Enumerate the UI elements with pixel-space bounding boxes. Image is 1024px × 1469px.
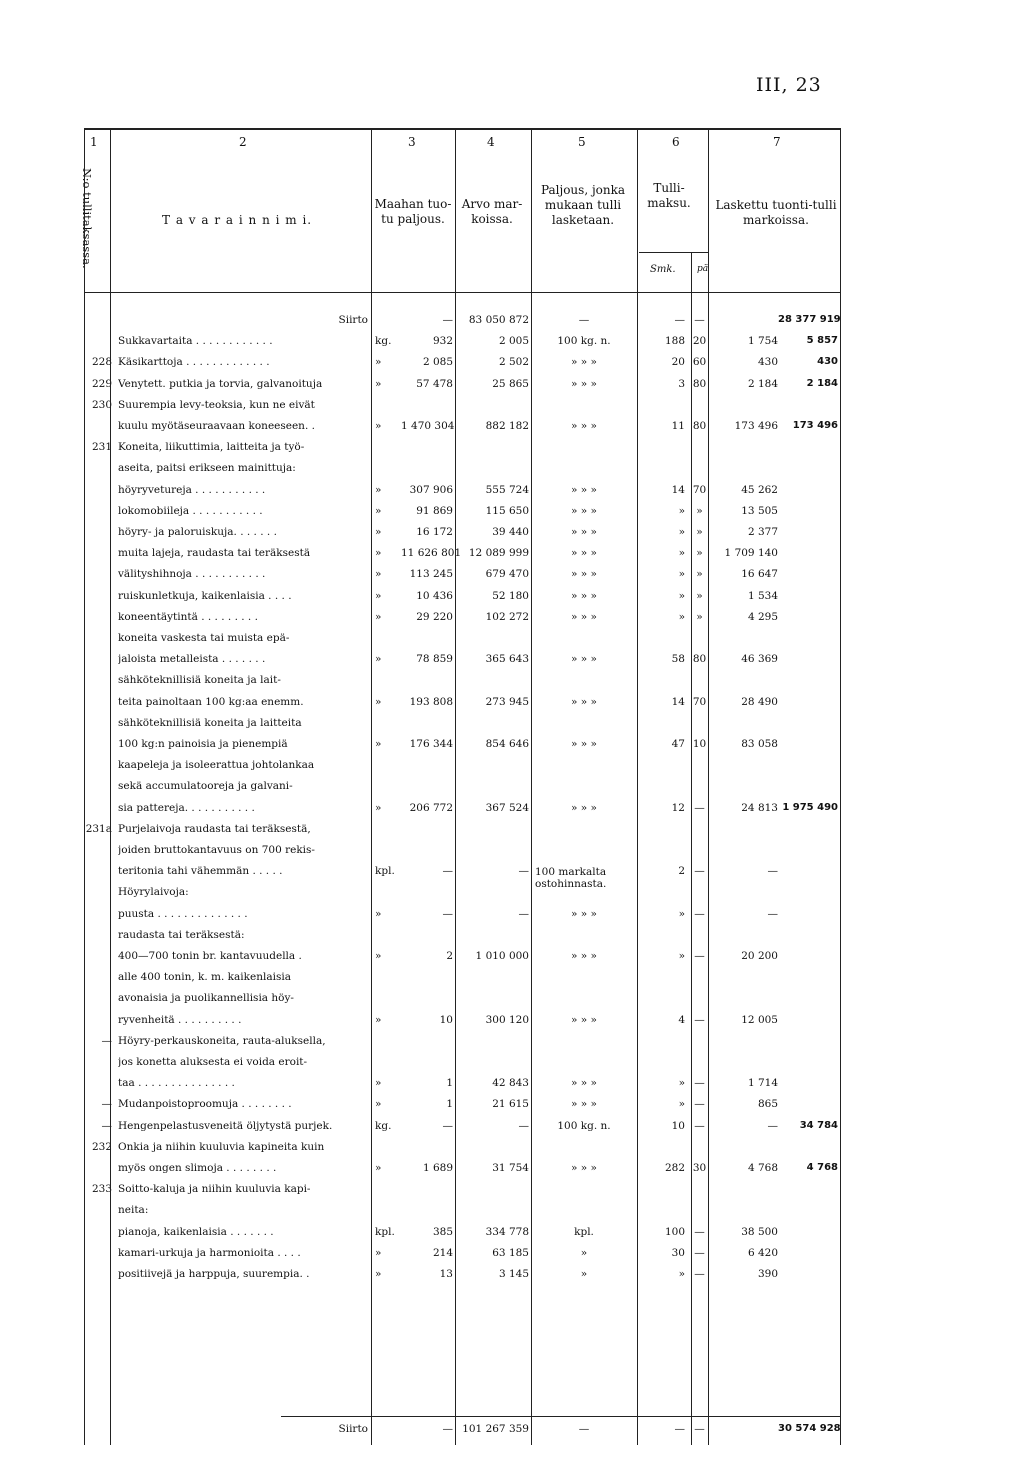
table-right-rule bbox=[840, 128, 841, 1445]
row-duty-basis: » » » bbox=[571, 1013, 597, 1026]
row-duty-basis: 100 kg. n. bbox=[557, 1119, 611, 1132]
row-goods-name: sia pattereja. . . . . . . . . . . bbox=[118, 802, 255, 814]
row-value: 12 089 999 bbox=[468, 547, 529, 560]
row-value: 300 120 bbox=[485, 1013, 529, 1026]
row-goods-name: sähköteknillisiä koneita ja lait- bbox=[118, 675, 281, 686]
row-duty-basis: » » » bbox=[571, 356, 597, 369]
row-goods-name: koneita vaskesta tai muista epä- bbox=[118, 633, 290, 644]
row-duty-basis: » bbox=[580, 1246, 588, 1259]
row-goods-name: muita lajeja, raudasta tai teräksestä bbox=[118, 548, 311, 559]
col-number-1: 1 bbox=[90, 135, 98, 149]
row-duty-pennies: — bbox=[694, 1098, 705, 1111]
row-quantity: 1 470 304 bbox=[401, 420, 455, 432]
row-duty-marks: 30 bbox=[671, 1246, 685, 1259]
header-goods-name: T a v a r a i n n i m i. bbox=[162, 213, 313, 227]
row-value: 115 650 bbox=[485, 504, 529, 517]
row-unit: kpl. bbox=[375, 865, 395, 878]
row-quantity: — bbox=[442, 865, 453, 878]
row-calculated-duty: — bbox=[767, 907, 778, 920]
row-calculated-duty: 6 420 bbox=[747, 1246, 778, 1259]
row-calculated-duty: 24 813 bbox=[741, 801, 778, 814]
row-tariff-number: — bbox=[101, 1098, 112, 1111]
row-goods-name: kuulu myötäseuraavaan koneeseen. . bbox=[118, 421, 315, 432]
row-goods-name: Venytett. putkia ja torvia, galvanoituja bbox=[118, 378, 323, 390]
row-value: 83 050 872 bbox=[468, 314, 529, 326]
row-duty-pennies: » bbox=[696, 526, 703, 538]
row-calculated-duty: 38 500 bbox=[741, 1225, 778, 1238]
row-duty-basis: 100 kg. n. bbox=[557, 335, 611, 348]
row-duty-pennies: » bbox=[696, 547, 703, 560]
row-subtotal: 430 bbox=[817, 356, 838, 368]
row-value: 39 440 bbox=[492, 526, 529, 538]
row-quantity: 1 bbox=[446, 1098, 453, 1111]
row-unit: » bbox=[375, 547, 382, 560]
row-unit: » bbox=[375, 1077, 382, 1090]
row-duty-marks: » bbox=[678, 1098, 685, 1111]
row-duty-marks: 2 bbox=[678, 865, 685, 878]
row-duty-marks: » bbox=[678, 907, 685, 920]
row-duty-pennies: — bbox=[694, 1077, 705, 1090]
row-tariff-number: 233 bbox=[91, 1183, 112, 1196]
row-duty-marks: » bbox=[678, 950, 685, 962]
row-value: 2 005 bbox=[498, 335, 529, 348]
row-duty-basis: » » » bbox=[571, 738, 597, 750]
row-goods-name: ruiskunletkuja, kaikenlaisia . . . . bbox=[118, 590, 292, 602]
col-number-6: 6 bbox=[672, 135, 680, 149]
row-quantity: — bbox=[442, 1119, 453, 1132]
row-goods-name: välityshihnoja . . . . . . . . . . . bbox=[118, 569, 266, 580]
row-value: 21 615 bbox=[492, 1098, 529, 1111]
row-duty-pennies: — bbox=[694, 1246, 705, 1259]
row-duty-basis: » » » bbox=[571, 568, 597, 581]
row-goods-name: taa . . . . . . . . . . . . . . . bbox=[118, 1078, 235, 1089]
row-goods-name: höyryveturеja . . . . . . . . . . . bbox=[118, 484, 266, 496]
row-duty-pennies: — bbox=[694, 1013, 705, 1026]
row-duty-basis: — bbox=[578, 1423, 590, 1435]
row-goods-name: Koneita, liikuttimia, laitteita ja työ- bbox=[118, 442, 305, 453]
row-goods-name: koneentäytintä . . . . . . . . . bbox=[118, 611, 258, 623]
row-goods-name: puusta . . . . . . . . . . . . . . bbox=[118, 908, 248, 920]
header-tariff-number: N:o tullitaksassa. bbox=[80, 168, 94, 269]
row-duty-pennies: 70 bbox=[692, 483, 707, 496]
row-duty-marks: » bbox=[678, 547, 685, 560]
row-calculated-duty: 2 184 bbox=[747, 377, 778, 390]
row-unit: » bbox=[375, 610, 382, 623]
final-total-rule bbox=[281, 1416, 840, 1417]
row-value: 882 182 bbox=[485, 420, 529, 432]
header-imported-quantity: Maahan tuo-tu paljous. bbox=[374, 197, 452, 226]
row-duty-pennies: — bbox=[694, 907, 705, 920]
row-goods-name: sähköteknillisiä koneita ja laitteita bbox=[118, 717, 302, 729]
row-duty-basis: » » » bbox=[571, 1098, 597, 1111]
row-duty-pennies: » bbox=[696, 610, 703, 623]
row-goods-name: Hengenpelastusveneitä öljytystä purjek. bbox=[118, 1120, 333, 1132]
row-quantity: 1 bbox=[446, 1077, 453, 1090]
row-goods-name: teita painoltaan 100 kg:aa enemm. bbox=[118, 696, 304, 708]
row-goods-name: Sukkavartaita . . . . . . . . . . . . bbox=[118, 336, 273, 347]
row-unit: » bbox=[375, 695, 382, 708]
row-value: 854 646 bbox=[485, 738, 529, 750]
row-quantity: 57 478 bbox=[416, 377, 453, 390]
header-value-marks: Arvo mar-koissa. bbox=[461, 197, 523, 226]
row-duty-pennies: » bbox=[696, 568, 703, 581]
row-unit: » bbox=[375, 483, 382, 496]
row-duty-basis: » » » bbox=[571, 695, 597, 708]
row-goods-name: teritonia tahi vähemmän . . . . . bbox=[118, 866, 283, 877]
row-goods-name: höyry- ja paloruiskuja. . . . . . . bbox=[118, 527, 277, 538]
row-goods-name: Höyrylaivoja: bbox=[118, 887, 189, 898]
row-goods-name: neita: bbox=[118, 1205, 149, 1216]
row-goods-name: pianoja, kaikenlaisia . . . . . . . bbox=[118, 1226, 274, 1238]
row-duty-marks: 20 bbox=[671, 356, 685, 369]
header-duty-pennies: pä bbox=[697, 264, 709, 274]
row-subtotal: 173 496 bbox=[792, 420, 838, 431]
row-duty-basis: » » » bbox=[571, 377, 597, 390]
header-duty-rate: Tulli-maksu. bbox=[647, 181, 691, 210]
row-goods-name: Onkia ja niihin kuuluvia kapineita kuin bbox=[118, 1141, 325, 1153]
row-tariff-number: — bbox=[101, 1119, 112, 1132]
row-goods-name: positiivejä ja harppuja, suurempia. . bbox=[118, 1269, 310, 1280]
row-tariff-number: 229 bbox=[91, 377, 112, 390]
row-quantity: 385 bbox=[432, 1225, 453, 1238]
row-goods-name: Suurempia levy-teoksia, kun ne eivät bbox=[118, 399, 315, 411]
row-duty-pennies: 70 bbox=[692, 695, 707, 708]
row-duty-basis: » » » bbox=[571, 950, 597, 962]
row-value: 102 272 bbox=[485, 610, 529, 623]
row-calculated-duty: 16 647 bbox=[741, 568, 778, 581]
row-duty-marks: 14 bbox=[671, 483, 685, 496]
col-divider-2 bbox=[371, 128, 372, 1445]
row-duty-pennies: — bbox=[694, 865, 705, 878]
row-calculated-duty: 46 369 bbox=[741, 653, 778, 666]
row-duty-pennies: — bbox=[694, 1423, 705, 1435]
row-duty-pennies: 60 bbox=[692, 356, 707, 369]
row-calculated-duty: 865 bbox=[757, 1098, 778, 1111]
row-value: 273 945 bbox=[485, 695, 529, 708]
row-unit: » bbox=[375, 801, 382, 814]
row-value: 334 778 bbox=[485, 1225, 529, 1238]
row-duty-basis: » » » bbox=[571, 907, 597, 920]
row-unit: » bbox=[375, 1246, 382, 1259]
header-duty-basis: Paljous, jonka mukaan tulli lasketaan. bbox=[540, 183, 626, 227]
row-value: 365 643 bbox=[485, 653, 529, 666]
row-duty-marks: — bbox=[674, 1423, 685, 1435]
row-tariff-number: 228 bbox=[91, 356, 112, 369]
row-duty-pennies: 20 bbox=[692, 335, 707, 348]
row-unit: » bbox=[375, 950, 382, 962]
row-unit: » bbox=[375, 589, 382, 602]
page-number: III, 23 bbox=[756, 74, 822, 96]
row-duty-basis: » » » bbox=[571, 1162, 597, 1174]
row-duty-pennies: 30 bbox=[692, 1162, 707, 1174]
row-duty-marks: 188 bbox=[664, 335, 685, 348]
col-divider-5 bbox=[637, 128, 638, 1445]
row-quantity: 78 859 bbox=[416, 653, 453, 666]
row-value: 52 180 bbox=[492, 589, 529, 602]
col-divider-3 bbox=[455, 128, 456, 1445]
row-goods-name: alle 400 tonin, k. m. kaikenlaisia bbox=[118, 972, 291, 983]
row-duty-marks: » bbox=[678, 1077, 685, 1090]
row-goods-name: Siirto bbox=[338, 315, 368, 326]
row-calculated-duty: — bbox=[767, 1119, 778, 1132]
row-unit: kpl. bbox=[375, 1225, 395, 1238]
row-value: — bbox=[518, 1119, 529, 1132]
row-duty-marks: 14 bbox=[671, 695, 685, 708]
row-subtotal: 4 768 bbox=[806, 1162, 838, 1173]
row-quantity: 10 436 bbox=[416, 589, 453, 602]
row-duty-basis: » » » bbox=[571, 653, 597, 666]
col-divider-6 bbox=[708, 128, 709, 1445]
row-tariff-number: 231a bbox=[85, 822, 112, 835]
row-unit: » bbox=[375, 377, 382, 390]
row-quantity: — bbox=[442, 907, 453, 920]
row-duty-marks: » bbox=[678, 610, 685, 623]
row-duty-pennies: — bbox=[694, 1268, 705, 1280]
row-calculated-duty: 83 058 bbox=[741, 738, 778, 750]
row-calculated-duty: 1 714 bbox=[747, 1077, 778, 1090]
row-calculated-duty: — bbox=[767, 865, 778, 878]
row-duty-basis: kpl. bbox=[574, 1225, 594, 1238]
row-goods-name: sekä accumulatooreja ja galvani- bbox=[118, 781, 293, 792]
row-duty-basis: — bbox=[578, 314, 590, 326]
row-subtotal: 1 975 490 bbox=[782, 801, 838, 813]
row-quantity: 2 085 bbox=[422, 356, 453, 369]
row-duty-pennies: — bbox=[694, 1119, 705, 1132]
duty-subheader-rule bbox=[639, 252, 708, 253]
row-unit: » bbox=[375, 1013, 382, 1026]
row-duty-pennies: » bbox=[696, 589, 703, 602]
table-left-rule bbox=[84, 128, 85, 1445]
row-goods-name: 400—700 tonin br. kantavuudella . bbox=[118, 951, 302, 962]
row-value: — bbox=[518, 907, 529, 920]
row-quantity: 91 869 bbox=[416, 504, 453, 517]
row-duty-marks: 47 bbox=[671, 738, 685, 750]
row-duty-marks: 10 bbox=[671, 1119, 685, 1132]
row-value: 25 865 bbox=[492, 377, 529, 390]
row-duty-marks: 4 bbox=[678, 1013, 685, 1026]
row-duty-basis: » » » bbox=[571, 547, 597, 560]
row-duty-basis: » » » bbox=[571, 589, 597, 602]
row-unit: » bbox=[375, 504, 382, 517]
row-duty-pennies: — bbox=[694, 314, 705, 326]
row-quantity: 176 344 bbox=[409, 738, 453, 750]
row-goods-name: joiden bruttokantavuus on 700 rekis- bbox=[118, 845, 315, 856]
row-calculated-duty: 13 505 bbox=[741, 504, 778, 517]
row-tariff-number: — bbox=[101, 1034, 112, 1047]
row-goods-name: Purjelaivoja raudasta tai teräksestä, bbox=[118, 823, 311, 835]
row-tariff-number: 232 bbox=[91, 1140, 112, 1153]
row-goods-name: myös ongen slimoja . . . . . . . . bbox=[118, 1163, 277, 1174]
row-unit: » bbox=[375, 420, 382, 432]
row-calculated-duty: 2 377 bbox=[747, 526, 778, 538]
row-calculated-duty: 1 709 140 bbox=[724, 547, 778, 560]
row-quantity: 113 245 bbox=[409, 568, 453, 581]
row-duty-marks: 11 bbox=[671, 420, 685, 432]
row-duty-basis: » » » bbox=[571, 526, 597, 538]
row-duty-marks: » bbox=[678, 504, 685, 517]
row-calculated-duty: 4 295 bbox=[747, 610, 778, 623]
row-quantity: 2 bbox=[446, 950, 453, 962]
row-unit: » bbox=[375, 356, 382, 369]
row-goods-name: lokomobiileja . . . . . . . . . . . bbox=[118, 505, 263, 517]
row-subtotal: 28 377 919 bbox=[778, 314, 841, 325]
row-duty-marks: 282 bbox=[664, 1162, 685, 1174]
row-duty-marks: 100 bbox=[664, 1225, 685, 1238]
row-unit: » bbox=[375, 1162, 382, 1174]
row-value: 63 185 bbox=[492, 1246, 529, 1259]
row-duty-marks: 12 bbox=[671, 801, 685, 814]
row-subtotal: 30 574 928 bbox=[778, 1423, 841, 1434]
row-quantity: 29 220 bbox=[416, 610, 453, 623]
row-goods-name: jos konetta aluksesta ei voida eroit- bbox=[118, 1057, 308, 1068]
row-duty-basis: 100 markalta ostohinnasta. bbox=[535, 866, 607, 891]
row-goods-name: ryvenheitä . . . . . . . . . . bbox=[118, 1014, 242, 1026]
row-goods-name: avonaisia ja puolikannellisia höy- bbox=[118, 993, 294, 1004]
row-quantity: 206 772 bbox=[409, 801, 453, 814]
row-calculated-duty: 4 768 bbox=[747, 1162, 778, 1174]
row-subtotal: 2 184 bbox=[806, 377, 838, 389]
row-value: 555 724 bbox=[485, 483, 529, 496]
row-duty-pennies: 80 bbox=[692, 420, 707, 432]
row-goods-name: aseita, paitsi erikseen mainittuja: bbox=[118, 463, 296, 474]
duty-pennies-divider bbox=[691, 252, 692, 1445]
header-bottom-rule bbox=[84, 292, 840, 293]
row-calculated-duty: 1 534 bbox=[747, 589, 778, 602]
row-value: 1 010 000 bbox=[475, 950, 529, 962]
row-value: — bbox=[518, 865, 529, 878]
row-goods-name: Käsikarttoja . . . . . . . . . . . . . bbox=[118, 357, 270, 368]
col-divider-4 bbox=[531, 128, 532, 1445]
row-quantity: 11 626 801 bbox=[401, 547, 462, 560]
row-calculated-duty: 45 262 bbox=[741, 483, 778, 496]
row-duty-marks: » bbox=[678, 568, 685, 581]
row-calculated-duty: 28 490 bbox=[741, 695, 778, 708]
row-unit: » bbox=[375, 526, 382, 538]
row-goods-name: Höyry-perkauskoneita, rauta-aluksella, bbox=[118, 1035, 326, 1047]
row-quantity: — bbox=[442, 314, 453, 326]
row-quantity: 932 bbox=[432, 335, 453, 348]
row-unit: » bbox=[375, 907, 382, 920]
row-calculated-duty: 430 bbox=[757, 356, 778, 369]
row-duty-pennies: 80 bbox=[692, 653, 707, 666]
row-duty-basis: » » » bbox=[571, 801, 597, 814]
row-duty-basis: » bbox=[580, 1268, 588, 1280]
row-unit: kg. bbox=[375, 335, 392, 348]
row-calculated-duty: 12 005 bbox=[741, 1013, 778, 1026]
row-calculated-duty: 1 754 bbox=[747, 335, 778, 348]
row-calculated-duty: 20 200 bbox=[741, 950, 778, 962]
col-number-3: 3 bbox=[408, 135, 416, 149]
row-tariff-number: 230 bbox=[91, 398, 112, 411]
row-duty-pennies: — bbox=[694, 801, 705, 814]
row-duty-marks: » bbox=[678, 526, 685, 538]
row-quantity: 16 172 bbox=[416, 526, 453, 538]
row-duty-pennies: 80 bbox=[692, 377, 707, 390]
row-unit: » bbox=[375, 738, 382, 750]
row-value: 31 754 bbox=[492, 1162, 529, 1174]
table-top-rule bbox=[84, 128, 840, 130]
row-goods-name: jaloista metalleista . . . . . . . bbox=[118, 654, 266, 665]
row-duty-marks: 58 bbox=[671, 653, 685, 666]
row-quantity: 307 906 bbox=[409, 483, 453, 496]
col-number-7: 7 bbox=[773, 135, 781, 149]
row-duty-marks: » bbox=[678, 589, 685, 602]
row-quantity: 1 689 bbox=[422, 1162, 453, 1174]
row-goods-name: kamari-urkuja ja harmonioita . . . . bbox=[118, 1247, 301, 1259]
row-duty-pennies: — bbox=[694, 950, 705, 962]
row-duty-basis: » » » bbox=[571, 504, 597, 517]
row-calculated-duty: 390 bbox=[757, 1268, 778, 1280]
row-value: 3 145 bbox=[498, 1268, 529, 1280]
row-value: 367 524 bbox=[485, 801, 529, 814]
row-quantity: 10 bbox=[439, 1013, 453, 1026]
row-unit: kg. bbox=[375, 1119, 392, 1132]
row-value: 101 267 359 bbox=[462, 1423, 529, 1435]
row-value: 679 470 bbox=[485, 568, 529, 581]
col-divider-1 bbox=[110, 128, 111, 1445]
row-value: 42 843 bbox=[492, 1077, 529, 1090]
row-unit: » bbox=[375, 1098, 382, 1111]
row-subtotal: 34 784 bbox=[799, 1119, 838, 1131]
row-subtotal: 5 857 bbox=[806, 335, 838, 347]
row-duty-marks: 3 bbox=[678, 377, 685, 390]
row-value: 2 502 bbox=[498, 356, 529, 369]
row-calculated-duty: 173 496 bbox=[734, 420, 778, 432]
row-goods-name: 100 kg:n painoisia ja pienempiä bbox=[118, 739, 288, 750]
row-duty-pennies: » bbox=[696, 504, 703, 517]
row-unit: » bbox=[375, 653, 382, 666]
row-goods-name: Mudanpoistoproomuja . . . . . . . . bbox=[118, 1099, 292, 1110]
row-goods-name: Siirto bbox=[338, 1424, 368, 1435]
header-duty-marks: Smk. bbox=[650, 264, 676, 275]
row-quantity: 214 bbox=[432, 1246, 453, 1259]
col-number-2: 2 bbox=[239, 135, 247, 149]
row-quantity: 193 808 bbox=[409, 695, 453, 708]
col-number-4: 4 bbox=[487, 135, 495, 149]
row-tariff-number: 231 bbox=[91, 441, 112, 454]
row-unit: » bbox=[375, 1268, 382, 1280]
header-calculated-duty: Laskettu tuonti-tulli markoissa. bbox=[715, 198, 837, 227]
row-duty-marks: » bbox=[678, 1268, 685, 1280]
row-unit: » bbox=[375, 568, 382, 581]
row-duty-basis: » » » bbox=[571, 610, 597, 623]
row-duty-basis: » » » bbox=[571, 1077, 597, 1090]
col-number-5: 5 bbox=[578, 135, 586, 149]
row-quantity: 13 bbox=[439, 1268, 453, 1280]
row-duty-marks: — bbox=[674, 314, 685, 326]
row-duty-basis: » » » bbox=[571, 420, 597, 432]
row-goods-name: kaapeleja ja isoleerattua johtolankaa bbox=[118, 760, 315, 771]
row-duty-pennies: 10 bbox=[692, 738, 707, 750]
row-quantity: — bbox=[442, 1423, 453, 1435]
row-goods-name: Soitto-kaluja ja niihin kuuluvia kapi- bbox=[118, 1184, 311, 1195]
row-duty-basis: » » » bbox=[571, 483, 597, 496]
row-goods-name: raudasta tai teräksestä: bbox=[118, 929, 245, 941]
row-duty-pennies: — bbox=[694, 1225, 705, 1238]
